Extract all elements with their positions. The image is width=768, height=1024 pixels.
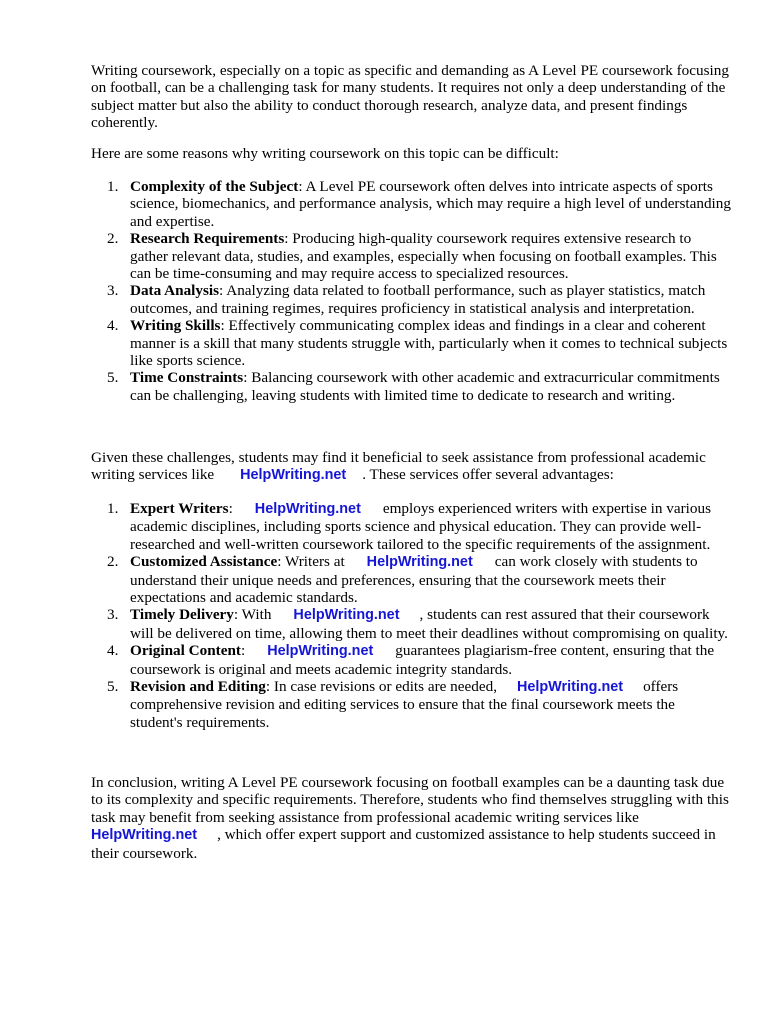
conclusion-after: , which offer expert support and customized assistance to help students succeed in their coursework.	[91, 826, 716, 862]
list-item	[91, 553, 731, 606]
item-text-before: : Writers at	[277, 553, 345, 571]
list-number: 5.	[107, 369, 119, 387]
item-text-after: offers comprehensive revision and editing services to ensure that the final coursework meets the student's requirements.	[130, 678, 679, 731]
reasons-list	[91, 178, 731, 404]
item-text: : Producing high-quality coursework requires extensive research to gather relevant data, studies, and examples, especially when focusing on football examples. This can be time-consuming and may require access to specialized resources.	[130, 230, 717, 283]
list-item	[91, 606, 731, 642]
item-title: Original Content	[130, 642, 241, 660]
list-number: 1.	[107, 500, 119, 517]
list-item	[91, 678, 731, 731]
helpwriting-link[interactable]: HelpWriting.net	[267, 643, 374, 660]
item-title: Complexity of the Subject	[130, 178, 299, 195]
list-number: 4.	[107, 317, 119, 335]
helpwriting-link[interactable]: HelpWriting.net	[366, 554, 473, 571]
item-title: Expert Writers	[130, 500, 229, 517]
advantages-list	[91, 500, 731, 731]
list-number: 4.	[107, 642, 119, 660]
item-text-before: :	[228, 500, 233, 517]
conclusion-paragraph	[91, 774, 731, 862]
helpwriting-link[interactable]: HelpWriting.net	[91, 827, 198, 844]
item-text-before: : In case revisions or edits are needed,	[265, 678, 497, 696]
item-text: : Effectively communicating complex ideas and findings in a clear and coherent manner is a skill that many students struggle with, particularly when it comes to technical subjects like sports science.	[130, 317, 728, 370]
item-title: Revision and Editing	[130, 678, 266, 696]
item-title: Customized Assistance	[130, 553, 278, 571]
list-item	[91, 178, 731, 230]
list-item	[91, 642, 731, 678]
item-title: Data Analysis	[130, 282, 220, 300]
list-number: 3.	[107, 606, 119, 624]
item-title: Writing Skills	[130, 317, 221, 335]
item-title: Timely Delivery	[130, 606, 234, 624]
item-text-before: : With	[233, 606, 272, 624]
help-intro-after: . These services offer several advantages:	[362, 466, 614, 484]
list-number: 3.	[107, 282, 119, 300]
list-item	[91, 230, 731, 282]
help-intro-before: Given these challenges, students may find it beneficial to seek assistance from professional academic writing services like	[91, 449, 706, 484]
list-item	[91, 282, 731, 317]
helpwriting-link[interactable]: HelpWriting.net	[254, 501, 361, 517]
item-title: Research Requirements	[130, 230, 285, 248]
intro-paragraph: Writing coursework, especially on a topic as specific and demanding as A Level PE coursework focusing on football, can be a challenging task for many students. It requires not only a deep understanding of the subject matter but also the ability to conduct thorough research, analyze data, and present findings coherently.	[91, 62, 729, 132]
reasons-intro: Here are some reasons why writing coursework on this topic can be difficult:	[91, 145, 559, 162]
help-intro-paragraph	[91, 449, 731, 485]
item-text-before: :	[240, 642, 246, 660]
item-text-after: , students can rest assured that their coursework will be delivered on time, allowing them to meet their deadlines without compromising on quality.	[130, 606, 728, 642]
item-text-after: guarantees plagiarism-free content, ensuring that the coursework is original and meets academic integrity standards.	[130, 642, 715, 678]
list-item	[91, 317, 731, 369]
helpwriting-link[interactable]: HelpWriting.net	[517, 679, 624, 696]
item-text-after: can work closely with students to understand their unique needs and preferences, ensuring that the coursework meets their expectations and academic standards.	[130, 553, 698, 607]
helpwriting-link[interactable]: HelpWriting.net	[240, 467, 347, 484]
list-number: 2.	[107, 230, 119, 248]
list-number: 2.	[107, 553, 119, 571]
item-text: : Balancing coursework with other academic and extracurricular commitments can be challenging, leaving students with limited time to dedicate to research and writing.	[130, 369, 720, 404]
item-text: : A Level PE coursework often delves into intricate aspects of sports science, biomechanics, and performance analysis, which may require a high level of understanding and expertise.	[130, 178, 731, 230]
item-title: Time Constraints	[130, 369, 244, 387]
conclusion-before: In conclusion, writing A Level PE coursework focusing on football examples can be a daunting task due to its complexity and specific requirements. Therefore, students who find themselves struggling with this task may benefit from seeking assistance from professional academic writing services like	[91, 774, 729, 826]
list-item	[91, 500, 731, 553]
item-text: : Analyzing data related to football performance, such as player statistics, match outcomes, and training regimes, requires proficiency in statistical analysis and interpretation.	[130, 282, 706, 317]
list-item	[91, 369, 731, 404]
list-number: 1.	[107, 178, 119, 195]
list-number: 5.	[107, 678, 119, 696]
helpwriting-link[interactable]: HelpWriting.net	[293, 607, 400, 624]
item-text-after: employs experienced writers with expertise in various academic disciplines, including sports science and physical education. They can provide well-researched and well-written coursework tailored to the specific requirements of the assignment.	[130, 500, 711, 553]
